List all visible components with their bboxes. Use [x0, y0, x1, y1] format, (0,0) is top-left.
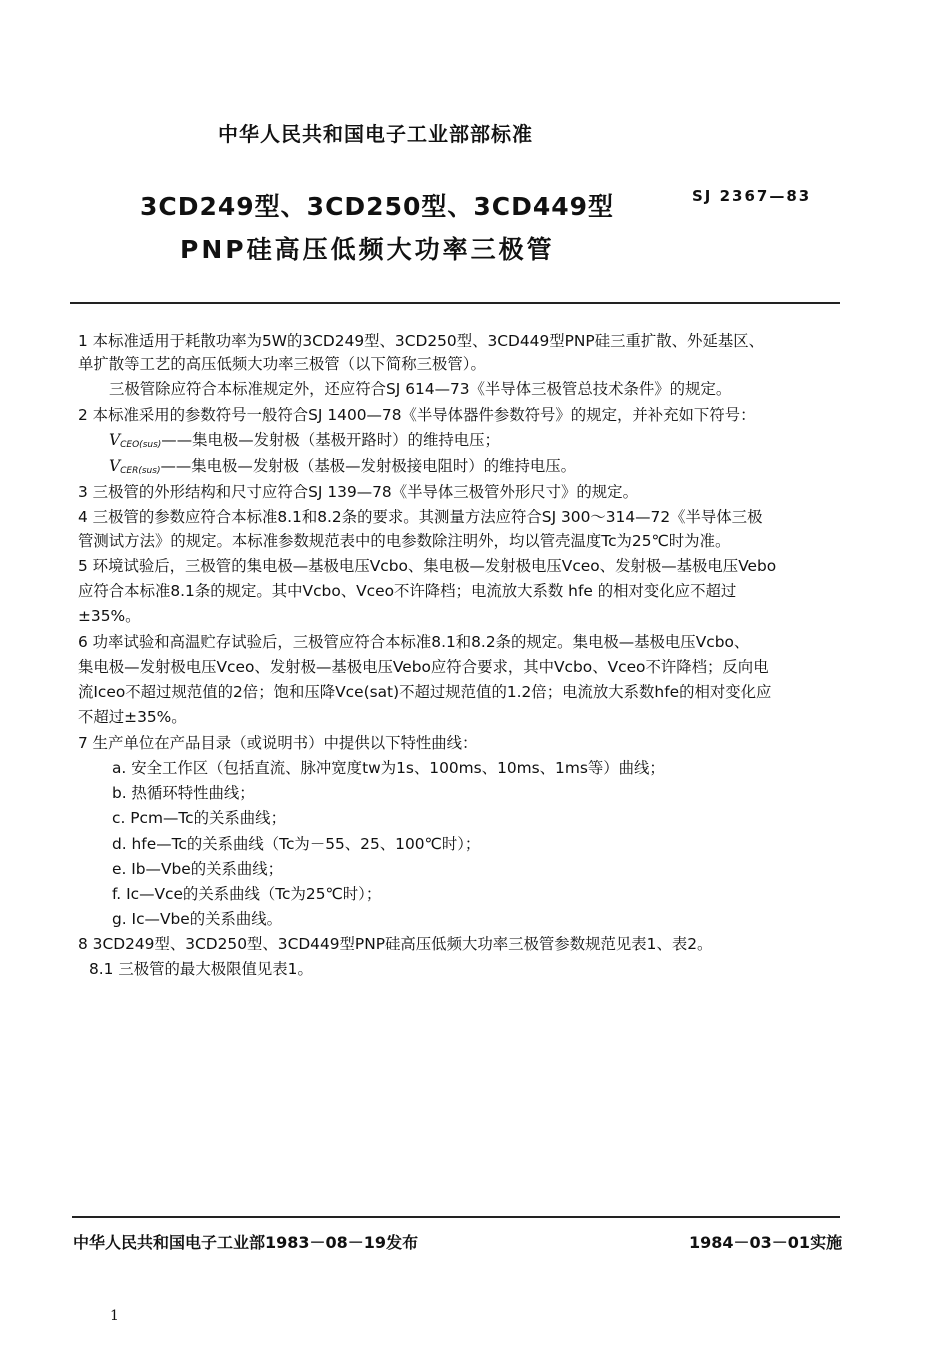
- symbol-vceo-sus-definition: [109, 429, 500, 457]
- curve-item-a: a. 安全工作区（包括直流、脉冲宽度tw为1s、100ms、10ms、1ms等）曲线；: [112, 759, 665, 777]
- clause-3-line-1: 3 三极管的外形结构和尺寸应符合SJ 139—78《半导体三极管外形尺寸》的规定。: [78, 483, 638, 501]
- issuing-organization: 中华人民共和国电子工业部部标准: [218, 122, 533, 146]
- curve-item-g: g. Ic—Vbe的关系曲线。: [112, 910, 283, 928]
- document-title-line-2: PNP硅高压低频大功率三极管: [180, 235, 555, 264]
- clause-6-line-3: 流Iceo不超过规范值的2倍；饱和压降Vce(sat)不超过规范值的1.2倍；电流放大系数hfe的相对变化应: [78, 683, 772, 701]
- clause-6-line-2: 集电极—发射极电压Vceo、发射极—基极电压Vebo应符合要求，其中Vcbo、Vceo不许降档；反向电: [78, 658, 769, 676]
- symbol-v: V: [109, 457, 121, 475]
- page-number: 1: [110, 1308, 119, 1324]
- curve-item-c: c. Pcm—Tc的关系曲线；: [112, 809, 286, 827]
- clause-1-line-3: 三极管除应符合本标准规定外，还应符合SJ 614—73《半导体三极管总技术条件》的规定。: [109, 380, 732, 398]
- clause-2-line-1: 2 本标准采用的参数符号一般符合SJ 1400—78《半导体器件参数符号》的规定，并补充如下符号：: [78, 406, 756, 424]
- clause-6-line-1: 6 功率试验和高温贮存试验后，三极管应符合本标准8.1和8.2条的规定。集电极—基极电压Vcbo、: [78, 633, 750, 651]
- symbol-vcer-sus-definition: [109, 455, 576, 483]
- clause-5-line-3: ±35%。: [78, 607, 141, 625]
- curve-item-b: b. 热循环特性曲线；: [112, 784, 255, 802]
- clause-8-1-line-1: 8.1 三极管的最大极限值见表1。: [89, 960, 313, 978]
- symbol-subscript: CEO(sus): [120, 440, 162, 450]
- symbol-description: ——集电极—发射极（基极—发射极接电阻时）的维持电压。: [160, 457, 577, 475]
- top-divider: [70, 302, 840, 304]
- clause-5-line-2: 应符合本标准8.1条的规定。其中Vcbo、Vceo不许降档；电流放大系数 hfe 的相对变化应不超过: [78, 582, 737, 600]
- bottom-divider: [72, 1216, 840, 1218]
- symbol-description: ——集电极—发射极（基极开路时）的维持电压；: [161, 431, 500, 449]
- clause-4-line-1: 4 三极管的参数应符合本标准8.1和8.2条的要求。其测量方法应符合SJ 300～314—72《半导体三极: [78, 508, 763, 526]
- clause-7-line-1: 7 生产单位在产品目录（或说明书）中提供以下特性曲线：: [78, 734, 478, 752]
- symbol-v: V: [109, 431, 121, 449]
- document-title-line-1: 3CD249型、3CD250型、3CD449型: [140, 192, 615, 221]
- clause-4-line-2: 管测试方法》的规定。本标准参数规范表中的电参数除注明外，均以管壳温度Tc为25℃时为准。: [78, 532, 731, 550]
- effective-date-statement: 1984－03－01实施: [689, 1233, 843, 1252]
- standard-code: SJ 2367—83: [692, 187, 812, 205]
- symbol-subscript: CER(sus): [120, 466, 161, 476]
- clause-1-line-1: 1 本标准适用于耗散功率为5W的3CD249型、3CD250型、3CD449型PNP硅三重扩散、外延基区、: [78, 332, 765, 350]
- clause-1-line-2: 单扩散等工艺的高压低频大功率三极管（以下简称三极管）。: [78, 355, 486, 373]
- issue-date-statement: 中华人民共和国电子工业部1983－08－19发布: [73, 1233, 419, 1252]
- curve-item-d: d. hfe—Tc的关系曲线（Tc为－55、25、100℃时）；: [112, 835, 481, 853]
- clause-6-line-4: 不超过±35%。: [78, 708, 187, 726]
- clause-8-line-1: 8 3CD249型、3CD250型、3CD449型PNP硅高压低频大功率三极管参数规范见表1、表2。: [78, 935, 713, 953]
- clause-5-line-1: 5 环境试验后，三极管的集电极—基极电压Vcbo、集电极—发射极电压Vceo、发射极—基极电压Vebo: [78, 557, 777, 575]
- curve-item-f: f. Ic—Vce的关系曲线（Tc为25℃时）；: [112, 885, 382, 903]
- curve-item-e: e. Ib—Vbe的关系曲线；: [112, 860, 284, 878]
